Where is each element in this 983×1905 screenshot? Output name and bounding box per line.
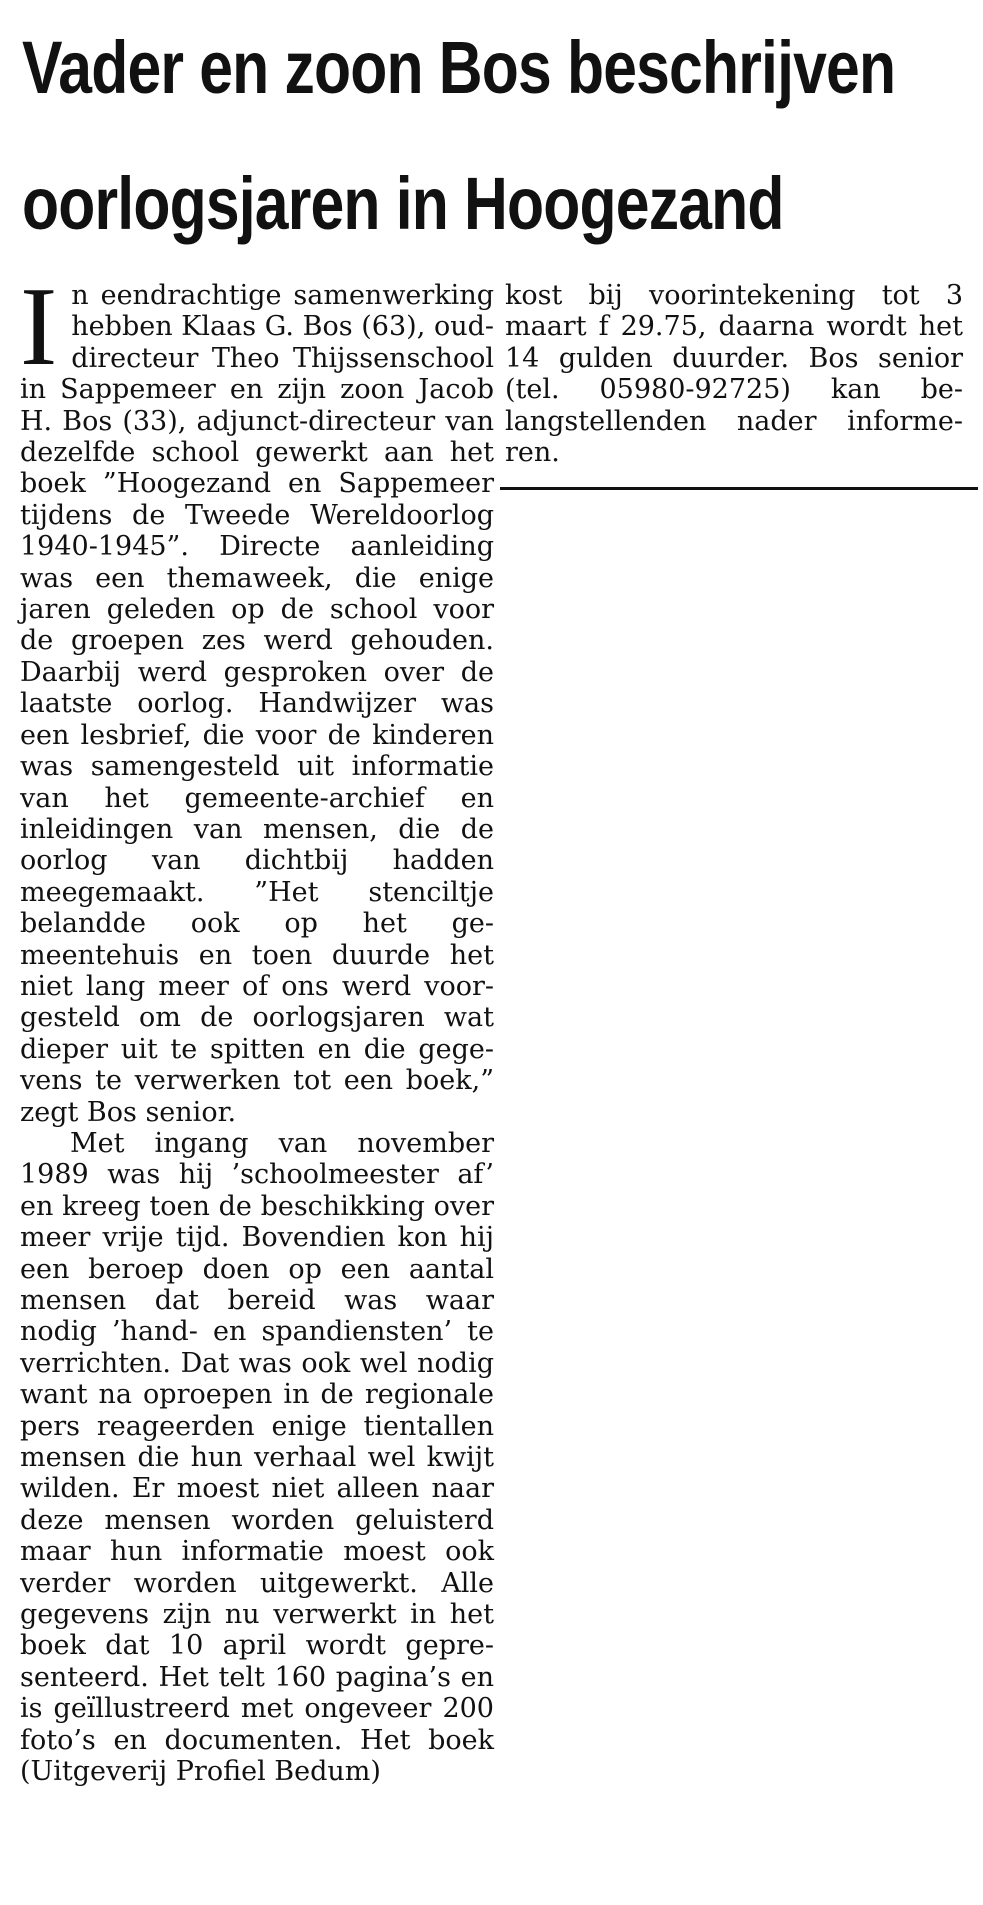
article-headline bbox=[22, 0, 896, 272]
article-paragraph-2: Met ingang van november 1989 was hij ’schoolmeester af’ en kreeg toen de beschikking over meer vrije tijd. Bovendien kon hij een beroep doen op een aantal mensen dat bereid was waar nodig ’hand- en spandiensten’ te verrichten. Dat was ook wel nodig want na oproepen in de regionale pers reageerden enige tientallen mensen die hun verhaal wel kwijt wilden. Er moest niet alleen naar deze mensen worden geluisterd maar hun informatie moest ook verder worden uitgewerkt. Alle gegevens zijn nu verwerkt in het boek dat 10 april wordt gepresenteerd. Het telt 160 pagina’s en is geïllustreerd met ongeveer 200 foto’s en documenten. Het boek (Uitgeverij Profiel Bedum) bbox=[20, 1127, 494, 1788]
headline-line-2: oorlogsjaren in Hoogezand bbox=[22, 162, 784, 245]
headline-line-1: Vader en zoon Bos beschrijven bbox=[22, 26, 896, 109]
article-column-left bbox=[20, 265, 494, 1788]
article-column-right bbox=[505, 280, 963, 468]
drop-cap: I bbox=[20, 265, 58, 389]
paragraph-1-text: n eendrachtige samenwerking hebben Klaas G. Bos (63), oud-directeur Theo Thijssenschool in Sappemeer en zijn zoon Jacob H. Bos (33), adjunct-directeur van dezelfde school gewerkt aan het boek ”Hoogezand en Sappemeer tijdens de Tweede Wereldoorlog 1940-1945”. Directe aanleiding was een themaweek, die enige jaren geleden op de school voor de groepen zes werd gehouden. Daarbij werd gesproken over de laatste oorlog. Handwijzer was een lesbrief, die voor de kinderen was samengesteld uit informatie van het gemeente-archief en inleidingen van mensen, die de oorlog van dichtbij hadden meegemaakt. ”Het stenciltje belandde ook op het gemeentehuis en toen duurde het niet lang meer of ons werd voorgesteld om de oorlogsjaren wat dieper uit te spitten en die gegevens te verwerken tot een boek,” zegt Bos senior. bbox=[20, 280, 494, 1128]
article-paragraph-3: kost bij voorintekening tot 3 maart f 29.75, daarna wordt het 14 gulden duurder. Bos senior (tel. 05980-92725) kan belangstellenden nader informeren. bbox=[505, 280, 963, 469]
article-paragraph-1 bbox=[20, 265, 494, 1128]
article-end-rule bbox=[500, 487, 978, 490]
